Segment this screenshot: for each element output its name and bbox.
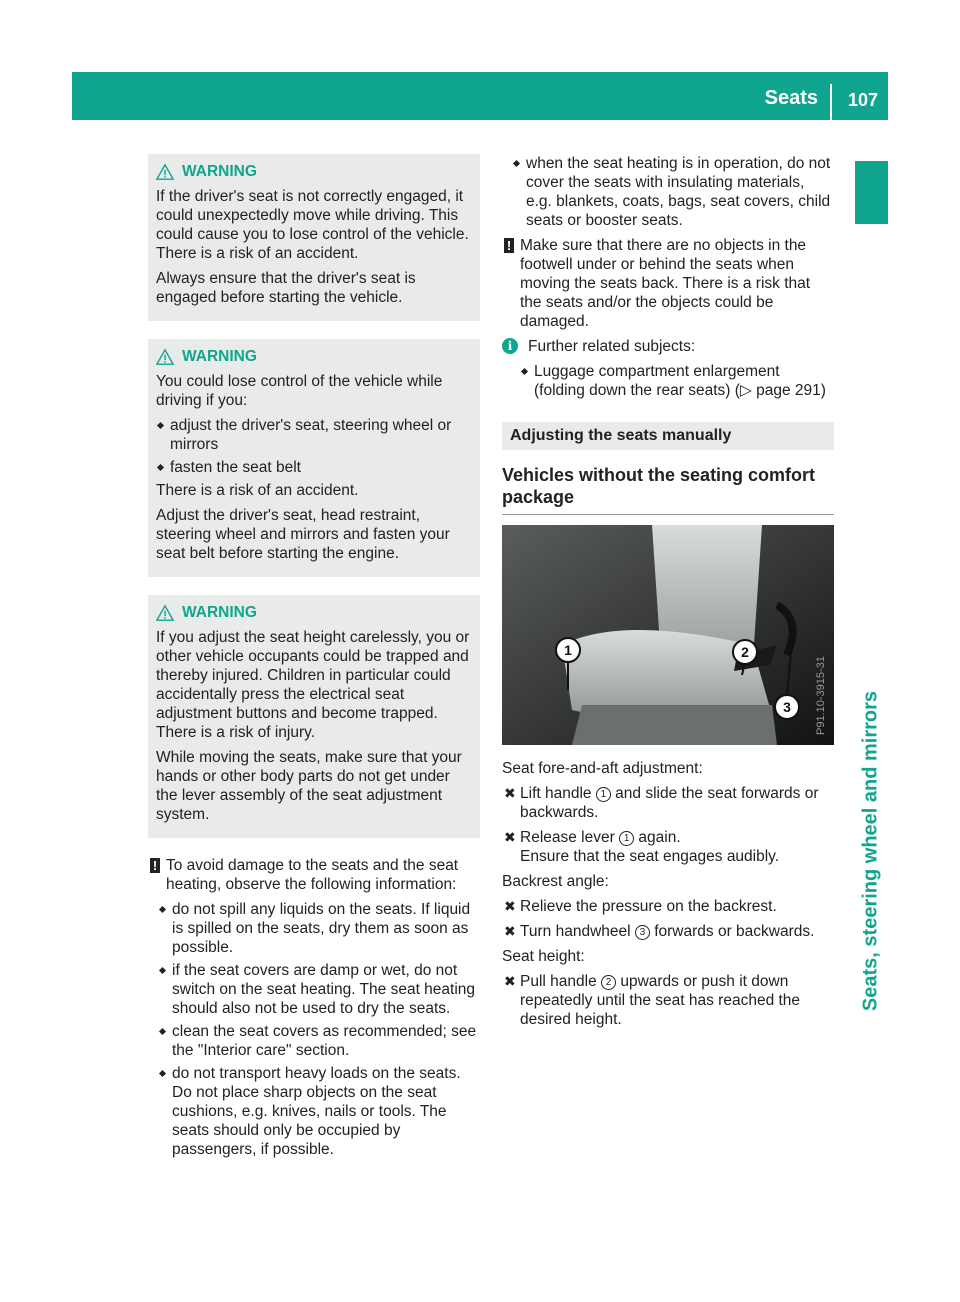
step-result-text: Ensure that the seat engages audibly. xyxy=(520,848,780,865)
list-item xyxy=(158,961,480,1018)
step-text: and slide the seat forwards or backwards. xyxy=(520,785,819,821)
info-list xyxy=(520,362,834,400)
backrest-label: Backrest angle: xyxy=(502,873,609,890)
step-text: again. xyxy=(638,829,681,846)
callout-ref-2: 2 xyxy=(601,975,616,990)
damage-note-list xyxy=(158,900,480,1159)
warning-header xyxy=(156,347,472,366)
bullet-icon xyxy=(157,464,164,471)
list-item-text: adjust the driver's seat, steering wheel or mirrors xyxy=(170,417,452,453)
list-item xyxy=(158,900,480,957)
svg-text:1: 1 xyxy=(564,642,572,658)
bullet-icon xyxy=(159,967,166,974)
bullet-icon xyxy=(521,368,528,375)
warning-title: WARNING xyxy=(182,604,257,621)
right-column xyxy=(502,154,834,1035)
callout-3 xyxy=(775,695,799,719)
list-item xyxy=(156,458,472,477)
step-item xyxy=(502,897,834,916)
warning-text: If you adjust the seat height carelessly, you or other vehicle occupants could be trapped and thereby injured. Children in particular could accidentally press the electrical seat adjustment buttons and become trapped. There is a risk of injury. xyxy=(156,629,470,741)
svg-text:3: 3 xyxy=(783,699,791,715)
list-item[interactable] xyxy=(520,362,834,400)
header-bar xyxy=(72,72,888,120)
list-item xyxy=(156,416,472,454)
step-item xyxy=(502,828,834,866)
callout-ref-1: 1 xyxy=(619,831,634,846)
warning-text: You could lose control of the vehicle while driving if you: xyxy=(156,373,443,409)
exclamation-icon: ! xyxy=(504,238,514,253)
bullet-icon xyxy=(159,906,166,913)
warning-box-lose-control xyxy=(148,339,480,577)
damage-note xyxy=(148,856,480,894)
subsection-heading: Vehicles without the seating comfort package xyxy=(502,464,834,515)
fore-aft-label: Seat fore-and-aft adjustment: xyxy=(502,760,703,777)
step-text: Lift handle xyxy=(520,785,592,802)
list-item-text: if the seat covers are damp or wet, do not switch on the seat heating. The seat heating should also not be used to dry the seats. xyxy=(172,962,476,1017)
section-heading: Adjusting the seats manually xyxy=(502,422,834,450)
list-item xyxy=(158,1022,480,1060)
bullet-icon xyxy=(157,422,164,429)
step-text: Relieve the pressure on the backrest. xyxy=(520,898,777,915)
list-item-text: do not transport heavy loads on the seats. Do not place sharp objects on the seat cushions, e.g. knives, nails or tools. The seats should only be occupied by passengers, if possible. xyxy=(172,1065,461,1158)
height-label: Seat height: xyxy=(502,948,585,965)
warning-bullet-list xyxy=(156,416,472,477)
step-item xyxy=(502,784,834,822)
warning-text: While moving the seats, make sure that your hands or other body parts do not get under the lever assembly of the seat adjustment system. xyxy=(156,749,462,823)
chapter-tab-marker xyxy=(855,161,888,224)
list-item xyxy=(158,1064,480,1159)
step-arrow-icon: ✖ xyxy=(504,898,516,914)
section-title: Seats xyxy=(764,87,818,109)
note-text: Make sure that there are no objects in the footwell under or behind the seats when moving the seats back. There is a risk that the seats and/or the objects could be damaged. xyxy=(520,237,811,330)
callout-2 xyxy=(733,640,757,664)
step-arrow-icon: ✖ xyxy=(504,973,516,989)
damage-note-list-continued xyxy=(512,154,834,230)
warning-triangle-icon xyxy=(156,163,174,181)
warning-header xyxy=(156,603,472,622)
header-divider xyxy=(830,84,832,120)
step-arrow-icon: ✖ xyxy=(504,923,516,939)
step-text: Turn handwheel xyxy=(520,923,631,940)
exclamation-icon: ! xyxy=(150,858,160,873)
info-icon: i xyxy=(502,338,518,354)
cross-reference-link[interactable]: Luggage compartment enlargement (folding down the rear seats) (▷ page 291) xyxy=(534,363,826,399)
chapter-tab-label: Seats, steering wheel and mirrors xyxy=(859,690,882,1012)
step-text: Release lever xyxy=(520,829,615,846)
list-item xyxy=(512,154,834,230)
seat-adjustment-figure xyxy=(502,525,834,745)
step-arrow-icon: ✖ xyxy=(504,785,516,801)
warning-box-seat-engaged xyxy=(148,154,480,321)
list-item-text: fasten the seat belt xyxy=(170,459,301,476)
warning-title: WARNING xyxy=(182,163,257,180)
bullet-icon xyxy=(513,160,520,167)
list-item-text: do not spill any liquids on the seats. If liquid is spilled on the seats, dry them as soon as possible. xyxy=(172,901,471,956)
svg-text:2: 2 xyxy=(741,644,749,660)
step-arrow-icon: ✖ xyxy=(504,829,516,845)
info-note xyxy=(502,337,834,356)
warning-text: There is a risk of an accident. xyxy=(156,482,359,499)
list-item-text: when the seat heating is in operation, do not cover the seats with insulating materials, e.g. blankets, coats, bags, seat covers, child seats or booster seats. xyxy=(526,155,831,229)
callout-1 xyxy=(556,638,580,662)
callout-ref-3: 3 xyxy=(635,925,650,940)
seat-illustration xyxy=(502,525,834,745)
warning-box-seat-height xyxy=(148,595,480,838)
bullet-icon xyxy=(159,1028,166,1035)
step-item xyxy=(502,922,834,941)
warning-text: Adjust the driver's seat, head restraint, steering wheel and mirrors and fasten your seat belt before starting the engine. xyxy=(156,507,450,562)
step-text: upwards or push it down repeatedly until the seat has reached the desired height. xyxy=(520,973,801,1028)
bullet-icon xyxy=(159,1070,166,1077)
warning-text: If the driver's seat is not correctly engaged, it could unexpectedly move while driving. This could cause you to lose control of the vehicle. There is a risk of an accident. xyxy=(156,188,469,262)
figure-code: P91.10-3915-31 xyxy=(815,656,827,735)
warning-triangle-icon xyxy=(156,604,174,622)
step-text: forwards or backwards. xyxy=(654,923,815,940)
left-column xyxy=(148,154,480,1163)
callout-ref-1: 1 xyxy=(596,787,611,802)
info-text: Further related subjects: xyxy=(528,338,696,355)
objects-note xyxy=(502,236,834,331)
note-text: To avoid damage to the seats and the seat heating, observe the following information: xyxy=(166,857,459,893)
warning-title: WARNING xyxy=(182,348,257,365)
warning-triangle-icon xyxy=(156,348,174,366)
warning-header xyxy=(156,162,472,181)
step-item xyxy=(502,972,834,1029)
step-text: Pull handle xyxy=(520,973,597,990)
warning-text: Always ensure that the driver's seat is engaged before starting the vehicle. xyxy=(156,270,416,306)
list-item-text: clean the seat covers as recommended; see the "Interior care" section. xyxy=(172,1023,477,1059)
page-number: 107 xyxy=(847,90,878,110)
chapter-tab xyxy=(855,161,888,1301)
